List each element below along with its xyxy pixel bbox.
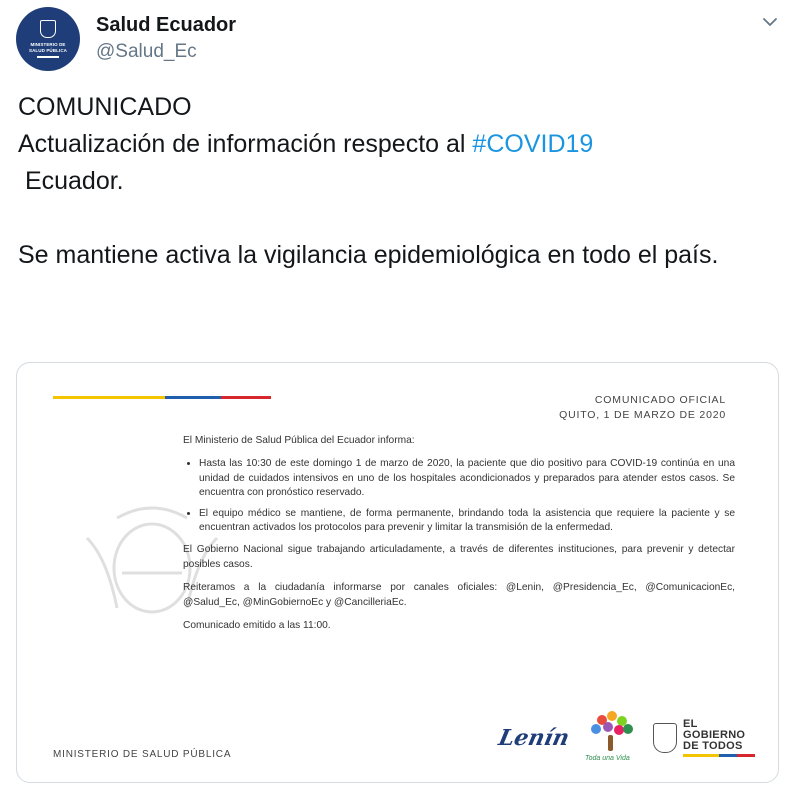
avatar-divider — [37, 56, 59, 58]
tweet-line2 — [18, 126, 788, 163]
tweet-line1: COMUNICADO — [18, 93, 192, 121]
document-header — [559, 393, 726, 423]
header-date: QUITO, 1 DE MARZO DE 2020 — [559, 409, 726, 421]
toda-una-vida-logo — [583, 711, 639, 771]
attached-image[interactable] — [16, 362, 779, 783]
header-title: COMUNICADO OFICIAL — [594, 394, 726, 406]
intro-text: El Ministerio de Salud Pública del Ecuador informa: — [183, 435, 415, 446]
lenin-logo: Lenín — [496, 725, 572, 751]
gobierno-logo — [653, 719, 763, 763]
avatar-text-line1: MINISTERIO DE — [30, 42, 66, 48]
account-handle[interactable]: @Salud_Ec — [96, 41, 197, 62]
document-body — [183, 434, 735, 642]
gob-line2: GOBIERNO — [683, 729, 746, 741]
chevron-down-icon[interactable] — [762, 14, 778, 30]
paragraph-time: Comunicado emitido a las 11:00. — [183, 620, 331, 632]
gob-line3: DE TODOS — [683, 740, 743, 752]
coat-of-arms-icon — [40, 20, 56, 38]
gob-line1: EL — [683, 718, 698, 730]
account-name[interactable]: Salud Ecuador — [96, 14, 237, 36]
bullet-list — [183, 457, 735, 535]
document-footer: MINISTERIO DE SALUD PÚBLICA — [53, 749, 232, 760]
tree-caption: Toda una Vida — [585, 755, 630, 762]
avatar-text-line2: SALUD PÚBLICA — [28, 47, 68, 53]
flag-stripe — [683, 754, 755, 757]
avatar[interactable] — [16, 7, 80, 71]
tweet-line2-text: Actualización de información respecto al — [18, 130, 473, 158]
flag-stripe — [53, 396, 271, 399]
tweet-line3: Ecuador. — [18, 167, 124, 195]
tweet-text — [18, 89, 788, 274]
paragraph-channels: Reiteramos a la ciudadanía informarse por canales oficiales: @Lenin, @Presidencia_Ec, @ComunicacionEc, @Salud_Ec, @MinGobiernoEc y @CancilleriaEc. — [183, 582, 735, 608]
coat-of-arms-icon — [653, 723, 677, 753]
tweet-paragraph2: Se mantiene activa la vigilancia epidemiológica en todo el país. — [18, 241, 719, 269]
list-item: • El equipo médico se mantiene, de forma permanente, brindando toda la asistencia que requiere la paciente y se encuentran activados los protocolos para prevenir y limitar la transmisión de la enfermedad. — [199, 507, 735, 536]
hashtag-link[interactable]: #COVID19 — [472, 130, 594, 158]
paragraph-government: El Gobierno Nacional sigue trabajando articuladamente, a través de diferentes instituciones, para prevenir y detectar posibles casos. — [183, 544, 735, 570]
list-item: • Hasta las 10:30 de este domingo 1 de marzo de 2020, la paciente que dio positivo para COVID-19 continúa en una unidad de cuidados intensivos en uno de los hospitales acondicionados y preparados para atender estos casos. Se encuentra con pronóstico reservado. — [199, 457, 735, 500]
